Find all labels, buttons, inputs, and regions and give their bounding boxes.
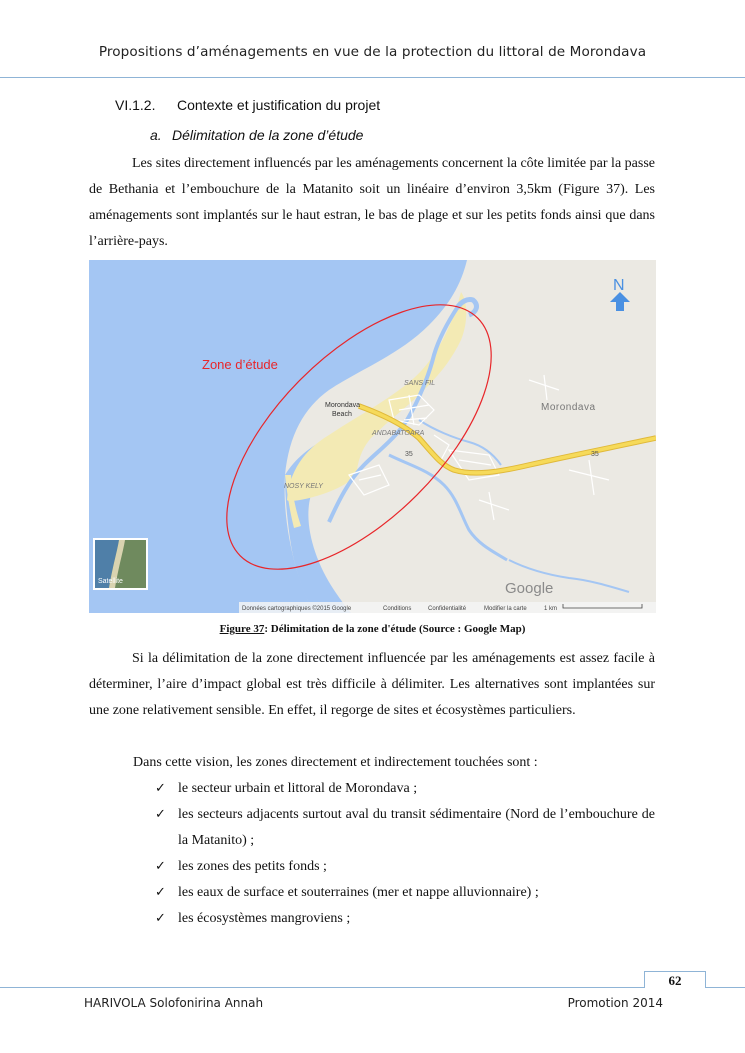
north-label: N: [613, 277, 625, 294]
attribution-data: Données cartographiques ©2015 Google: [242, 606, 352, 612]
paragraph-2: Si la délimitation de la zone directement influencée par les aménagements est assez facile à déterminer, l’aire d’impact global est très difficile à délimiter. Les alternatives sont implantées sur une zone relativement sensible. En effet, il regorge de sites et écosystèmes particuliers.: [89, 651, 655, 718]
google-logo: Google: [505, 580, 554, 597]
subsection-title: Délimitation de la zone d’étude: [172, 127, 364, 143]
section-number: VI.1.2.: [115, 97, 156, 113]
zone-label: Zone d’étude: [202, 357, 278, 372]
map-figure: [89, 260, 656, 613]
list-item: ✓ les écosystèmes mangroviens ;: [155, 906, 655, 932]
page-number: 62: [644, 971, 706, 988]
footer-promotion: Promotion 2014: [567, 996, 663, 1010]
attribution-conditions[interactable]: Conditions: [383, 606, 412, 612]
road-label-1: 35: [405, 451, 413, 458]
attribution-privacy[interactable]: Confidentialité: [428, 606, 467, 612]
place-morondava-beach-1: Morondava: [325, 402, 361, 409]
subsection-heading: [150, 127, 363, 143]
place-nosy-kely: NOSY KELY: [284, 483, 323, 490]
check-icon: ✓: [155, 859, 166, 874]
check-icon: ✓: [155, 807, 166, 822]
place-morondava-beach-2: Beach: [332, 411, 352, 418]
satellite-label: Satellite: [98, 578, 123, 585]
footer-rule: [0, 987, 745, 988]
list-item: ✓ les secteurs adjacents surtout aval du transit sédimentaire (Nord de l’embouchure de la Matanito) ;: [155, 802, 655, 854]
check-icon: ✓: [155, 911, 166, 926]
place-sans-fil: SANS FIL: [404, 380, 436, 387]
list-item: ✓ le secteur urbain et littoral de Morondava ;: [155, 776, 655, 802]
figure-caption-text: : Délimitation de la zone d'étude (Source : Google Map): [264, 623, 526, 635]
map-canvas: [89, 260, 656, 613]
paragraph-1: Les sites directement influencés par les aménagements concernent la côte limitée par la passe de Bethania et l’embouchure de la Matanito soit un linéaire d’environ 3,5km (Figure 37). Les aménagements sont implantés sur le haut estran, le bas de plage et sur les petits fonds ainsi que dans l’arrière-pays.: [89, 156, 655, 249]
figure-caption: [89, 623, 656, 635]
footer-author: HARIVOLA Solofonirina Annah: [84, 996, 264, 1010]
road-label-2: 35: [591, 451, 599, 458]
place-morondava: Morondava: [541, 402, 596, 413]
place-andabatoara: ANDABATOARA: [372, 430, 425, 437]
section-title: Contexte et justification du projet: [177, 97, 381, 113]
list-item: ✓ les eaux de surface et souterraines (mer et nappe alluvionnaire) ;: [155, 880, 655, 906]
figure-number: Figure 37: [219, 623, 265, 635]
attribution-edit-map[interactable]: Modifier la carte: [484, 606, 527, 612]
list-lead: Dans cette vision, les zones directement et indirectement touchées sont :: [133, 755, 538, 770]
scale-label: 1 km: [544, 606, 558, 612]
subsection-letter: a.: [150, 127, 162, 143]
header-rule: [0, 77, 745, 78]
check-icon: ✓: [155, 885, 166, 900]
section-heading: [115, 97, 380, 113]
check-icon: ✓: [155, 781, 166, 796]
list-item: ✓ les zones des petits fonds ;: [155, 854, 655, 880]
running-header: Propositions d’aménagements en vue de la protection du littoral de Morondava: [98, 44, 647, 60]
impact-zones-list: [155, 776, 655, 932]
